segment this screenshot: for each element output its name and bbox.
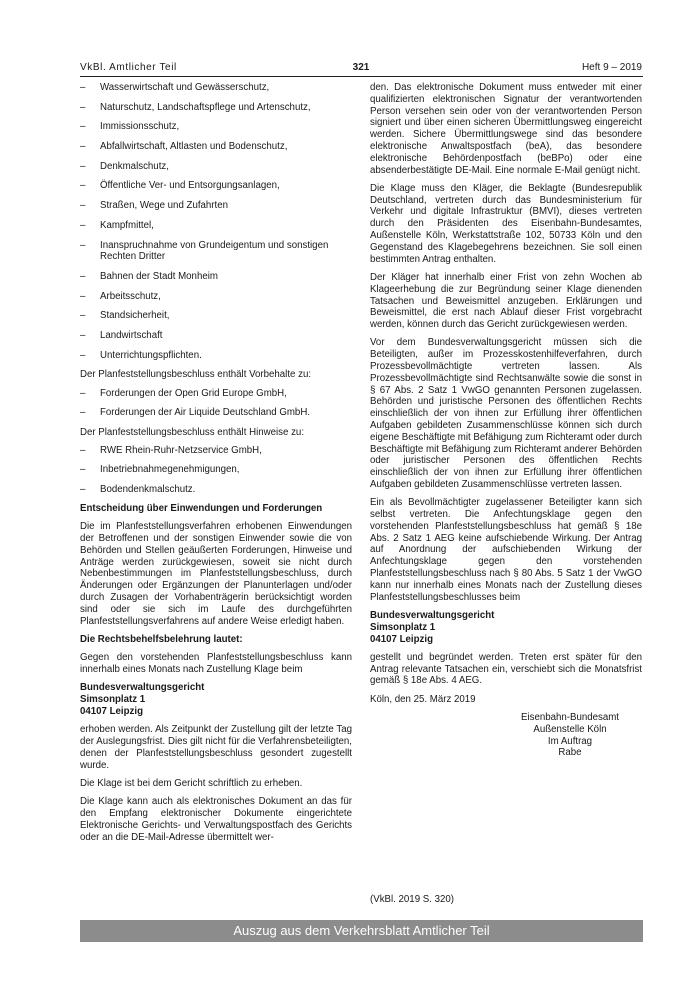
paragraph: Die Klage ist bei dem Gericht schriftlich zu erheben. bbox=[80, 777, 303, 789]
journal-title: VkBl. Amtlicher Teil bbox=[80, 62, 177, 73]
address-line: Simsonplatz 1 bbox=[370, 621, 436, 633]
paragraph: erhoben werden. Als Zeitpunkt der Zustellung gilt der letzte Tag der Auslegungsfrist. Dies gilt nicht für die Verfahrensbeteiligten, denen der Planfeststellungsbeschluss gesondert zugestellt wurde. bbox=[80, 724, 352, 771]
list-item: – Straßen, Wege und Zufahrten bbox=[80, 200, 352, 212]
court-address bbox=[370, 610, 642, 645]
vorbehalte-intro: Der Planfeststellungsbeschluss enthält Vorbehalte zu: bbox=[80, 369, 312, 381]
list-item: – Naturschutz, Landschaftspflege und Artenschutz, bbox=[80, 102, 352, 114]
page-number: 321 bbox=[352, 62, 370, 73]
paragraph: den. Das elektronische Dokument muss entweder mit einer qualifizierten elektronischen Signatur der verantwortenden Person versehen sein oder von der verantwortenden Person signiert und über einen sicheren Übermittlungsweg eingereicht werden. Sichere Übermittlungswege sind das besondere elektronische Anwaltspostfach (beA), das besondere elektronische Behördenpostfach (beBPo) oder eine absenderbestätigte DE-Mail. Eine normale E-Mail genügt nicht. bbox=[370, 82, 642, 176]
left-column bbox=[80, 82, 352, 850]
issue-label: Heft 9 – 2019 bbox=[581, 62, 642, 73]
list-item: – Landwirtschaft bbox=[80, 330, 352, 342]
list-item: – Bahnen der Stadt Monheim bbox=[80, 271, 352, 283]
signature-line: Eisenbahn-Bundesamt bbox=[520, 712, 619, 724]
paragraph: Gegen den vorstehenden Planfeststellungsbeschluss kann innerhalb eines Monats nach Zustellung Klage beim bbox=[80, 652, 352, 676]
list-item: – Unterrichtungspflichten. bbox=[80, 350, 352, 362]
paragraph: Ein als Bevollmächtigter zugelassener Beteiligter kann sich selbst vertreten. Die Anfechtungsklage gegen den vorstehenden Planfeststellungsbeschluss hat gemäß § 18e Abs. 2 Satz 1 AEG keine aufschiebende Wirkung. Der Antrag auf Anordnung der aufschiebenden Wirkung der Anfechtungsklage gegen den vorstehenden Planfeststellungsbeschluss nach § 80 Abs. 5 Satz 1 der VwGO kann nur innerhalb eines Monats nach der Zustellung dieses Planfeststellungsbeschlusses beim bbox=[370, 497, 642, 603]
reference-note: (VkBl. 2019 S. 320) bbox=[370, 894, 455, 905]
signature-block bbox=[370, 712, 630, 759]
section-heading-entscheidung: Entscheidung über Einwendungen und Forderungen bbox=[80, 502, 323, 514]
address-line: Simsonplatz 1 bbox=[80, 694, 146, 706]
paragraph: Die Klage muss den Kläger, die Beklagte (Bundesrepublik Deutschland, vertreten durch das Bundesministerium für Verkehr und digitale Infrastruktur (BMVI), dieses vertreten durch den Präsidenten des Eisenbahn-Bundesamtes, Außenstelle Köln, Werkstattstraße 102, 50733 Köln und den Gegenstand des Klagebegehrens bezeichnen. Sie soll einen bestimmten Antrag enthalten. bbox=[370, 182, 642, 265]
list-item: – Inbetriebnahmegenehmigungen, bbox=[80, 464, 352, 476]
list-item: – Inanspruchnahme von Grundeigentum und sonstigen Rechten Dritter bbox=[80, 240, 352, 264]
footer-banner: Auszug aus dem Verkehrsblatt Amtlicher Teil bbox=[80, 920, 643, 942]
signature-line: Rabe bbox=[558, 747, 582, 759]
page-header bbox=[80, 62, 642, 76]
list-item: – Kampfmittel, bbox=[80, 220, 352, 232]
paragraph: Die im Planfeststellungsverfahren erhobenen Einwendungen der Betroffenen und der sonstigen Einwender sowie die von Behörden und Stellen geäußerten Forderungen, Hinweise und Anträge werden zurückgewiesen, soweit sie nicht durch Nebenbestimmungen im Planfeststellungsbeschluss, durch Änderungen oder Ergänzungen der Planunterlagen und/oder durch Zusagen der Vorhabenträgerin berücksichtigt worden sind oder sie sich im Laufe des durchgeführten Planfeststellungsverfahrens auf andere Weise erledigt haben. bbox=[80, 521, 352, 627]
paragraph: gestellt und begründet werden. Treten erst später für den Antrag relevante Tatsachen ein, verschiebt sich die Monatsfrist gemäß § 18e Abs. 4 AEG. bbox=[370, 651, 642, 687]
address-line: Bundesverwaltungsgericht bbox=[80, 682, 205, 694]
signature-line: Im Auftrag bbox=[547, 735, 593, 747]
vorbehalte-list bbox=[80, 388, 352, 419]
section-heading-rechtsbehelf: Die Rechtsbehelfsbelehrung lautet: bbox=[80, 633, 243, 645]
list-item: – Arbeitsschutz, bbox=[80, 291, 352, 303]
header-rule bbox=[80, 76, 643, 77]
list-item: – Wasserwirtschaft und Gewässerschutz, bbox=[80, 82, 352, 94]
list-item: – Bodendenkmalschutz. bbox=[80, 484, 352, 496]
list-item: – Immissionsschutz, bbox=[80, 121, 352, 133]
date-line: Köln, den 25. März 2019 bbox=[370, 693, 476, 705]
list-item: – Öffentliche Ver- und Entsorgungsanlagen, bbox=[80, 180, 352, 192]
paragraph: Die Klage kann auch als elektronisches Dokument an das für den Empfang elektronischer Dokumente eingerichtete Elektronische Gerichts- und Verwaltungspostfach des Gerichts oder an die DE-Mail-Adresse übermittelt wer- bbox=[80, 796, 352, 843]
paragraph: Der Kläger hat innerhalb einer Frist von zehn Wochen ab Klageerhebung die zur Begründung seiner Klage dienenden Tatsachen und Beweismittel anzugeben. Erklärungen und Beweismittel, die erst nach Ablauf dieser Frist vorgebracht werden, können durch das Gericht zurückgewiesen werden. bbox=[370, 271, 642, 331]
address-line: Bundesverwaltungsgericht bbox=[370, 609, 495, 621]
paragraph: Vor dem Bundesverwaltungsgericht müssen sich die Beteiligten, außer im Prozesskostenhilfeverfahren, durch Prozessbevollmächtigte vertreten lassen. Als Prozessbevollmächtigte sind Rechtsanwälte sowie die sonst in § 67 Abs. 2 Satz 1 VwGO genannten Personen zugelassen. Behörden und juristische Personen des öffentlichen Rechts einschließlich der von ihnen zur Erfüllung ihrer öffentlichen Aufgaben gebildeten Zusammenschlüsse können sich durch eigene Beschäftigte mit Befähigung zum Richteramt oder durch Beschäftigte mit Befähigung zum Richteramt anderer Behörden oder juristischer Personen des öffentlichen Rechts einschließlich der von ihnen zur Erfüllung ihrer öffentlichen Aufgaben gebildeten Zusammenschlüsse vertreten lassen. bbox=[370, 337, 642, 490]
right-column bbox=[370, 82, 642, 759]
address-line: 04107 Leipzig bbox=[80, 705, 143, 717]
address-line: 04107 Leipzig bbox=[370, 633, 433, 645]
list-item: – Forderungen der Air Liquide Deutschland GmbH. bbox=[80, 407, 352, 419]
list-item: – RWE Rhein-Ruhr-Netzservice GmbH, bbox=[80, 445, 352, 457]
hinweise-list bbox=[80, 445, 352, 496]
list-item: – Standsicherheit, bbox=[80, 310, 352, 322]
hinweise-intro: Der Planfeststellungsbeschluss enthält Hinweise zu: bbox=[80, 426, 305, 438]
list-item: – Forderungen der Open Grid Europe GmbH, bbox=[80, 388, 352, 400]
topic-list bbox=[80, 82, 352, 362]
court-address bbox=[80, 682, 352, 717]
list-item: – Denkmalschutz, bbox=[80, 161, 352, 173]
list-item: – Abfallwirtschaft, Altlasten und Bodenschutz, bbox=[80, 141, 352, 153]
signature-line: Außenstelle Köln bbox=[533, 723, 607, 735]
